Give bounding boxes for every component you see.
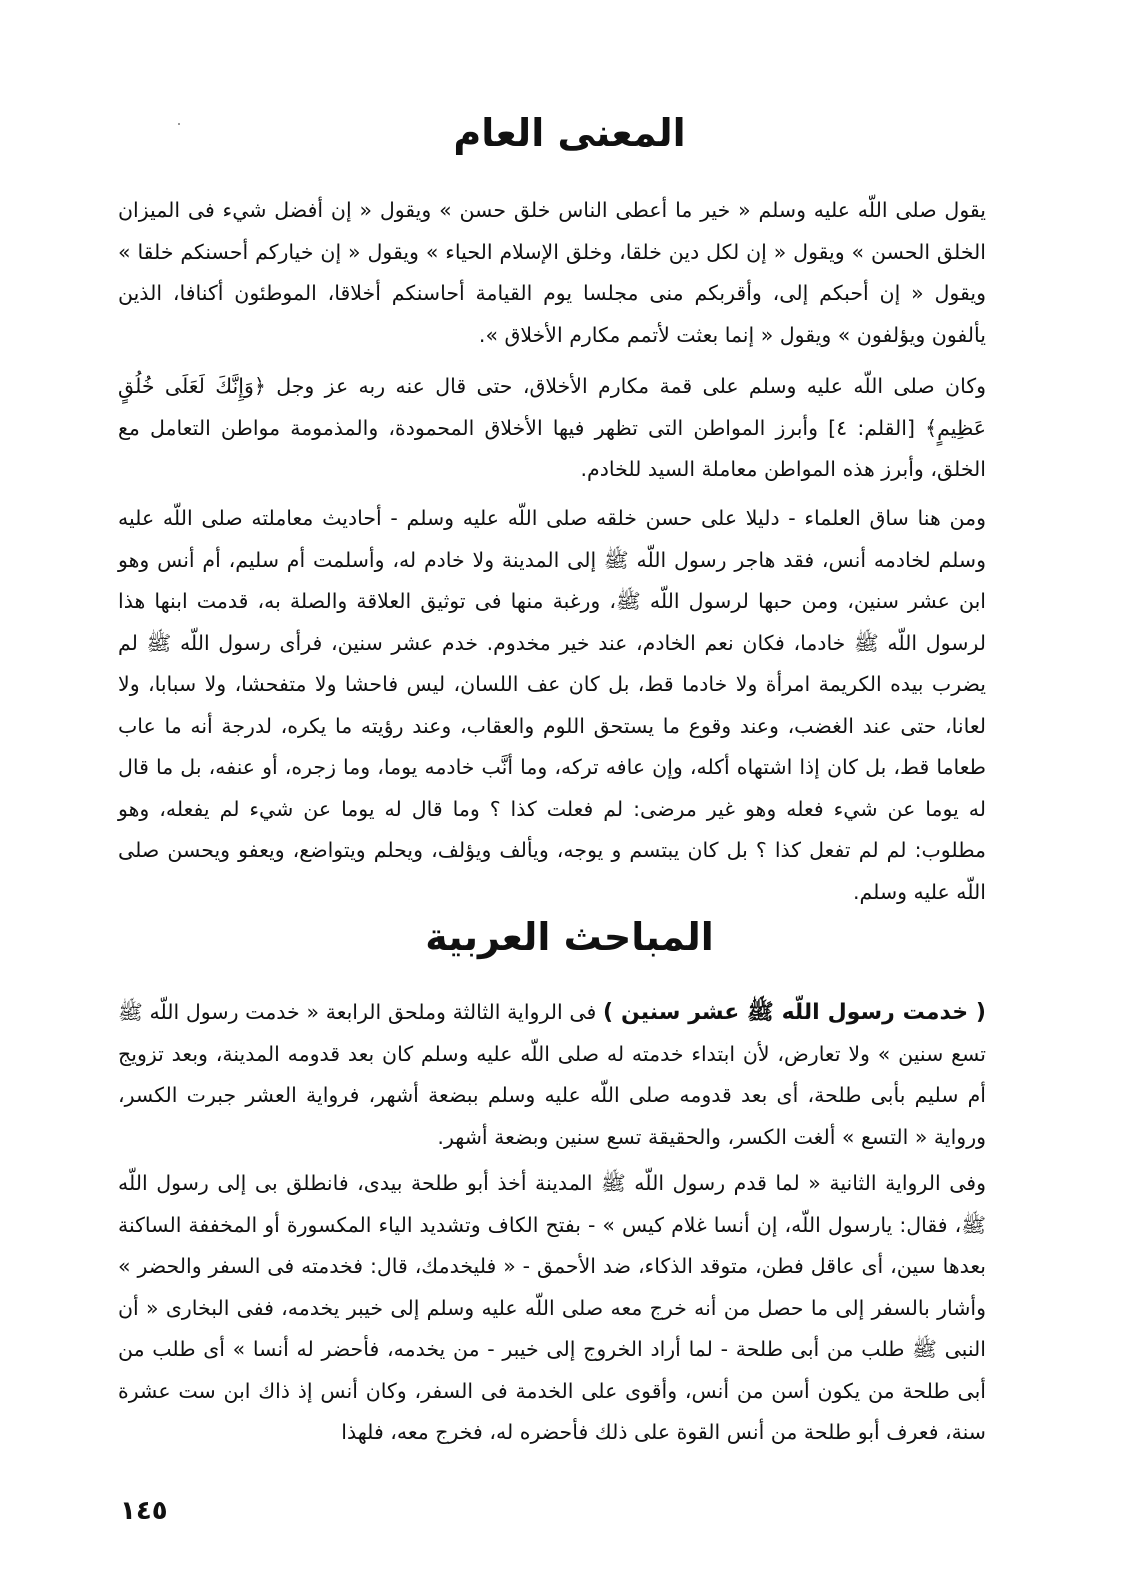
- heading-general-meaning: المعنى العام: [453, 111, 686, 155]
- paragraph-1: يقول صلى اللّه عليه وسلم « خير ما أعطى الناس خلق حسن » ويقول « إن أفضل شيء فى الميزان الخلق الحسن » ويقول « إن لكل دين خلقا، وخلق الإسلام الحياء » ويقول « إن خياركم أحسنكم خلقا » ويقول « إن أحبكم إلى، وأقربكم منى مجلسا يوم القيامة أحاسنكم أخلاقا، الموطئون أكنافا، الذين يألفون ويؤلفون » ويقول « إنما بعثت لأتمم مكارم الأخلاق ».: [118, 198, 986, 347]
- paragraph-4-text: فى الرواية الثالثة وملحق الرابعة « خدمت رسول اللّه ﷺ تسع سنين » ولا تعارض، لأن ابتداء خدمته له صلى اللّه عليه وسلم كان بعد قدومه المدينة، وبعد تزويج أم سليم بأبى طلحة، أى بعد قدومه صلى اللّه عليه وسلم ببضعة أشهر، فرواية العشر جبرت الكسر، ورواية « التسع » ألغت الكسر، والحقيقة تسع سنين وبضعة أشهر.: [118, 1000, 986, 1149]
- quoted-phrase: ( خدمت رسول اللّه ﷺ عشر سنين ): [603, 1000, 986, 1025]
- heading-arabic-studies: المباحث العربية: [425, 915, 714, 959]
- page-number: ١٤٥: [120, 1496, 168, 1526]
- paragraph-2: وكان صلى اللّه عليه وسلم على قمة مكارم الأخلاق، حتى قال عنه ربه عز وجل ﴿وَإِنَّكَ لَعَلَى خُلُقٍ عَظِيمٍ﴾ [القلم: ٤] وأبرز المواطن التى تظهر فيها الأخلاق المحمودة، والمذمومة مواطن التعامل مع الخلق، وأبرز هذه المواطن معاملة السيد للخادم.: [118, 374, 986, 481]
- paragraph-5: وفى الرواية الثانية « لما قدم رسول اللّه ﷺ المدينة أخذ أبو طلحة بيدى، فانطلق بى إلى رسول اللّه ﷺ، فقال: يارسول اللّه، إن أنسا غلام كيس » - بفتح الكاف وتشديد الياء المكسورة أو المخففة الساكنة بعدها سين، أى عاقل فطن، متوقد الذكاء، ضد الأحمق - « فليخدمك، قال: فخدمته فى السفر والحضر » وأشار بالسفر إلى ما حصل من أنه خرج معه صلى اللّه عليه وسلم إلى خيبر يخدمه، ففى البخارى « أن النبى ﷺ طلب من أبى طلحة - لما أراد الخروج إلى خيبر - من يخدمه، فأحضر له أنسا » أى طلب من أبى طلحة من يكون أسن من أنس، وأقوى على الخدمة فى السفر، وكان أنس إذ ذاك ابن ست عشرة سنة، فعرف أبو طلحة من أنس القوة على ذلك فأحضره له، فخرج معه، فلهذا: [118, 1171, 986, 1444]
- paragraph-3: ومن هنا ساق العلماء - دليلا على حسن خلقه صلى اللّه عليه وسلم - أحاديث معاملته صلى اللّه عليه وسلم لخادمه أنس، فقد هاجر رسول اللّه ﷺ إلى المدينة ولا خادم له، وأسلمت أم سليم، أم أنس وهو ابن عشر سنين، ومن حبها لرسول اللّه ﷺ، ورغبة منها فى توثيق العلاقة والصلة به، قدمت ابنها هذا لرسول اللّه ﷺ خادما، فكان نعم الخادم، عند خير مخدوم. خدم عشر سنين، فرأى رسول اللّه ﷺ لم يضرب بيده الكريمة امرأة ولا خادما قط، بل كان عف اللسان، ليس فاحشا ولا متفحشا، ولا سبابا، ولا لعانا، حتى عند الغضب، وعند وقوع ما يستحق اللوم والعقاب، وعند رؤيته ما يكره، لدرجة أنه ما عاب طعاما قط، بل كان إذا اشتهاه أكله، وإن عافه تركه، وما أنَّب خادمه يوما، وما زجره، أو عنفه، بل ما قال له يوما عن شيء فعله وهو غير مرضى: لم فعلت كذا ؟ وما قال له يوما عن شيء لم يفعله، وهو مطلوب: لم لم تفعل كذا ؟ بل كان يبتسم و يوجه، ويألف ويؤلف، ويحلم ويتواضع، ويعفو ويحسن صلى اللّه عليه وسلم.: [118, 506, 986, 904]
- paragraph-4: [118, 992, 986, 1158]
